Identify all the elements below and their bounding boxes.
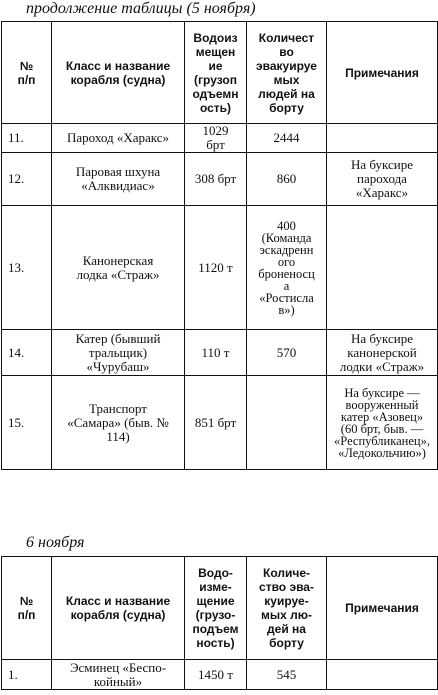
row-ship: Паровая шхуна «Алквидиас»	[52, 153, 185, 206]
table-row	[2, 660, 438, 690]
row-evacuated: 2444	[247, 124, 327, 153]
table-header-row	[2, 557, 438, 660]
table-header-row	[2, 22, 438, 124]
row-evacuated: 400 (Команда эскадренн ого броненосц а «Ростисла в»)	[247, 206, 327, 330]
header-num: № п/п	[2, 557, 52, 660]
header-evacuated: Количест во эвакуируе мых людей на борту	[247, 22, 327, 124]
table-row	[2, 330, 438, 376]
row-notes: На буксире канонерской лодки «Страж»	[327, 330, 438, 376]
row-displacement: 1450 т	[185, 660, 247, 690]
ships-table-nov6	[1, 556, 438, 690]
row-displacement: 851 брт	[185, 376, 247, 470]
row-num: 15.	[2, 376, 52, 470]
header-num: № п/п	[2, 22, 52, 124]
header-ship: Класс и название корабля (судна)	[52, 22, 185, 124]
row-num: 13.	[2, 206, 52, 330]
row-displacement: 110 т	[185, 330, 247, 376]
header-displacement: Водо- изме- щение (грузо- подъем ность)	[185, 557, 247, 660]
row-evacuated: 545	[247, 660, 327, 690]
table1-caption: продолжение таблицы (5 ноября)	[26, 0, 256, 17]
row-displacement: 308 брт	[185, 153, 247, 206]
header-evacuated: Количе- ство эва- куируе- мых лю- дей на борту	[247, 557, 327, 660]
table-row	[2, 206, 438, 330]
ships-table-nov5	[1, 21, 438, 470]
row-num: 14.	[2, 330, 52, 376]
row-evacuated	[247, 376, 327, 470]
row-evacuated: 570	[247, 330, 327, 376]
row-ship: Катер (бывший тральщик) «Чурубаш»	[52, 330, 185, 376]
row-num: 1.	[2, 660, 52, 690]
row-ship: Пароход «Харакс»	[52, 124, 185, 153]
row-ship: Канонерская лодка «Страж»	[52, 206, 185, 330]
table-row	[2, 376, 438, 470]
row-evacuated: 860	[247, 153, 327, 206]
header-displacement: Водоиз мещен ие (грузоп одъемн ость)	[185, 22, 247, 124]
table-row	[2, 153, 438, 206]
row-ship: Транспорт «Самара» (быв. № 114)	[52, 376, 185, 470]
header-ship: Класс и название корабля (судна)	[52, 557, 185, 660]
table-row	[2, 124, 438, 153]
row-notes: На буксире — вооруженный катер «Азовец» (60 брт, быв. — «Республиканец», «Ледокольчию»)	[327, 376, 438, 470]
row-displacement: 1120 т	[185, 206, 247, 330]
row-notes	[327, 206, 438, 330]
header-notes: Примечания	[327, 22, 438, 124]
row-ship: Эсминец «Беспо- койный»	[52, 660, 185, 690]
row-notes	[327, 124, 438, 153]
row-num: 11.	[2, 124, 52, 153]
table2-caption: 6 ноября	[26, 534, 85, 551]
header-notes: Примечания	[327, 557, 438, 660]
row-num: 12.	[2, 153, 52, 206]
row-notes: На буксире парохода «Харакс»	[327, 153, 438, 206]
row-notes	[327, 660, 438, 690]
row-displacement: 1029 брт	[185, 124, 247, 153]
